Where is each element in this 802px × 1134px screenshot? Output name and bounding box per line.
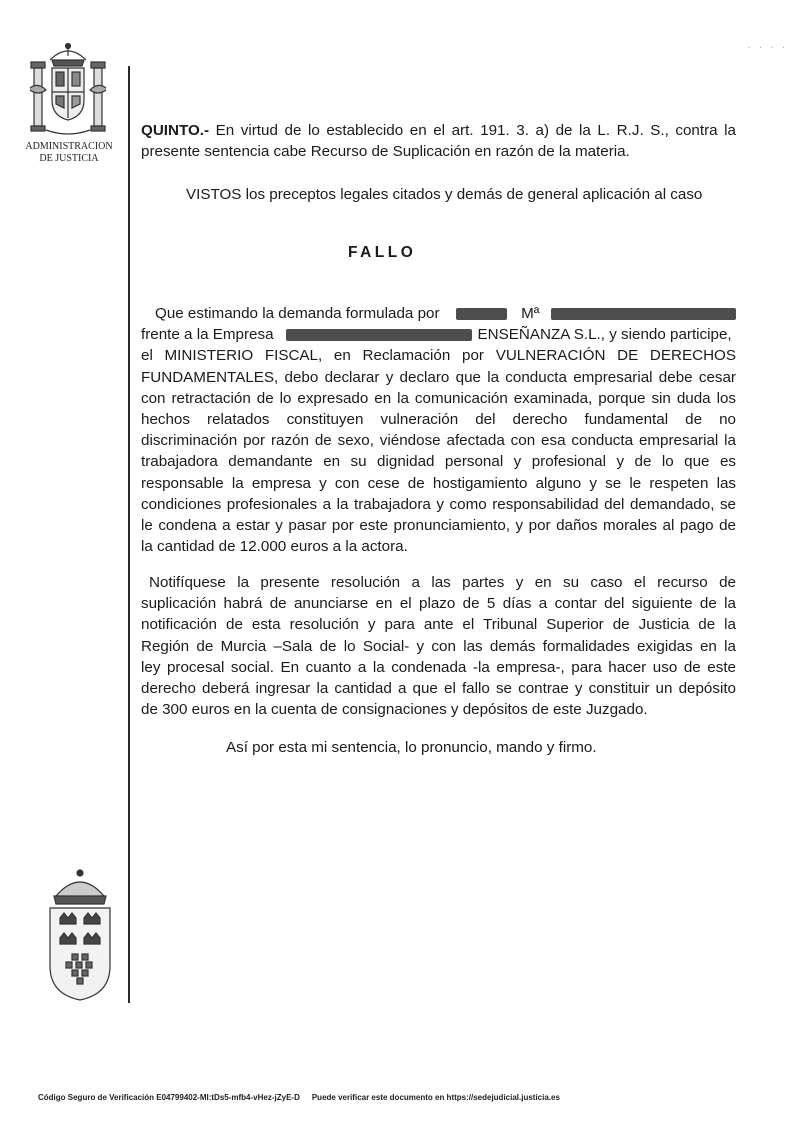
ruling-line: con retractación de lo expresado en la comunicación examinada, porque sin duda los [141,389,736,407]
ruling-paragraph [141,303,736,557]
ruling-line: trabajadora demandante en su dignidad personal y profesional y de lo que es [141,453,736,471]
notification-line: suplicación habrá de anunciarse en el plazo de 5 días a contar del siguiente de la [141,595,736,613]
verification-footer [38,1093,560,1102]
ruling-line: discriminación por razón de sexo, viéndose afectada con esa conducta empresarial la [141,432,736,450]
notification-line: ley procesal social. En cuanto a la condenada -la empresa-, para hacer uso de este [141,658,736,676]
ruling-line-1a: Que estimando la demanda formulada por [155,305,440,322]
margin-scribble: · · · · [747,42,788,52]
ruling-line-1b: Mª [521,305,540,322]
quinto-line-1 [141,120,736,141]
issuer-line-1: ADMINISTRACION [25,141,113,152]
redaction-bar [286,329,472,341]
ruling-line-2b: ENSEÑANZA S.L., y siendo participe, [477,326,732,344]
ruling-line: hechos relatados constituyen vulneración del derecho fundamental de no [141,411,736,429]
ruling-line-2 [141,324,736,345]
ruling-line: responsable la empresa y con cese de hostigamiento alguno y se le respeten las [141,474,736,492]
murcia-coat-of-arms-icon [42,866,118,1004]
notification-paragraph [141,572,736,720]
spain-coat-of-arms-icon [28,38,108,150]
notification-line: Región de Murcia –Sala de lo Social- y con las demás formalidades exigidas en la [141,637,736,655]
margin-rule [128,66,130,1003]
notification-line: de 300 euros en la cuenta de consignaciones y depósitos de este Juzgado. [141,701,648,719]
notification-line: notificación de esta resolución y para ante el Tribunal Superior de Justicia de la [141,616,736,634]
vistos-paragraph: VISTOS los preceptos legales citados y demás de general aplicación al caso [186,186,703,203]
redaction-bar [456,308,508,320]
issuer-label [20,141,118,165]
quinto-line-2: presente sentencia cabe Recurso de Suplicación en razón de la materia. [141,143,630,161]
verification-url[interactable]: Puede verificar este documento en https://sedejudicial.justicia.es [311,1093,560,1102]
ruling-line: condiciones profesionales a la trabajadora y como responsabilidad del demandado, se [141,495,736,513]
ruling-line-2a: frente a la Empresa [141,326,274,344]
notification-line: derecho deberá ingresar la cantidad a que el fallo se contrae y constituir un depósito [141,680,736,698]
issuer-line-2: DE JUSTICIA [39,153,99,164]
notification-line: Notifíquese la presente resolución a las partes y en su caso el recurso de [149,574,736,591]
closing-line: Así por esta mi sentencia, lo pronuncio, mando y firmo. [226,739,597,756]
quinto-label: QUINTO.- [141,122,210,139]
fallo-heading: FALLO [348,244,417,261]
redaction-bar [551,308,736,320]
ruling-line: el MINISTERIO FISCAL, en Reclamación por VULNERACIÓN DE DERECHOS [141,347,736,365]
ruling-line: FUNDAMENTALES, debo declarar y declaro que la conducta empresarial debe cesar [141,368,736,386]
ruling-line: la cantidad de 12.000 euros a la actora. [141,538,408,556]
quinto-paragraph [141,120,736,162]
verification-code: Código Seguro de Verificación E04799402-MI:tDs5-mfb4-vHez-jZyE-D [38,1093,300,1102]
ruling-line-1 [141,303,736,324]
quinto-text-1: En virtud de lo establecido en el art. 191. 3. a) de la L. R.J. S., contra la [209,122,736,139]
ruling-line: le condena a estar y pasar por este pronunciamiento, y por daños morales al pago de [141,517,736,535]
